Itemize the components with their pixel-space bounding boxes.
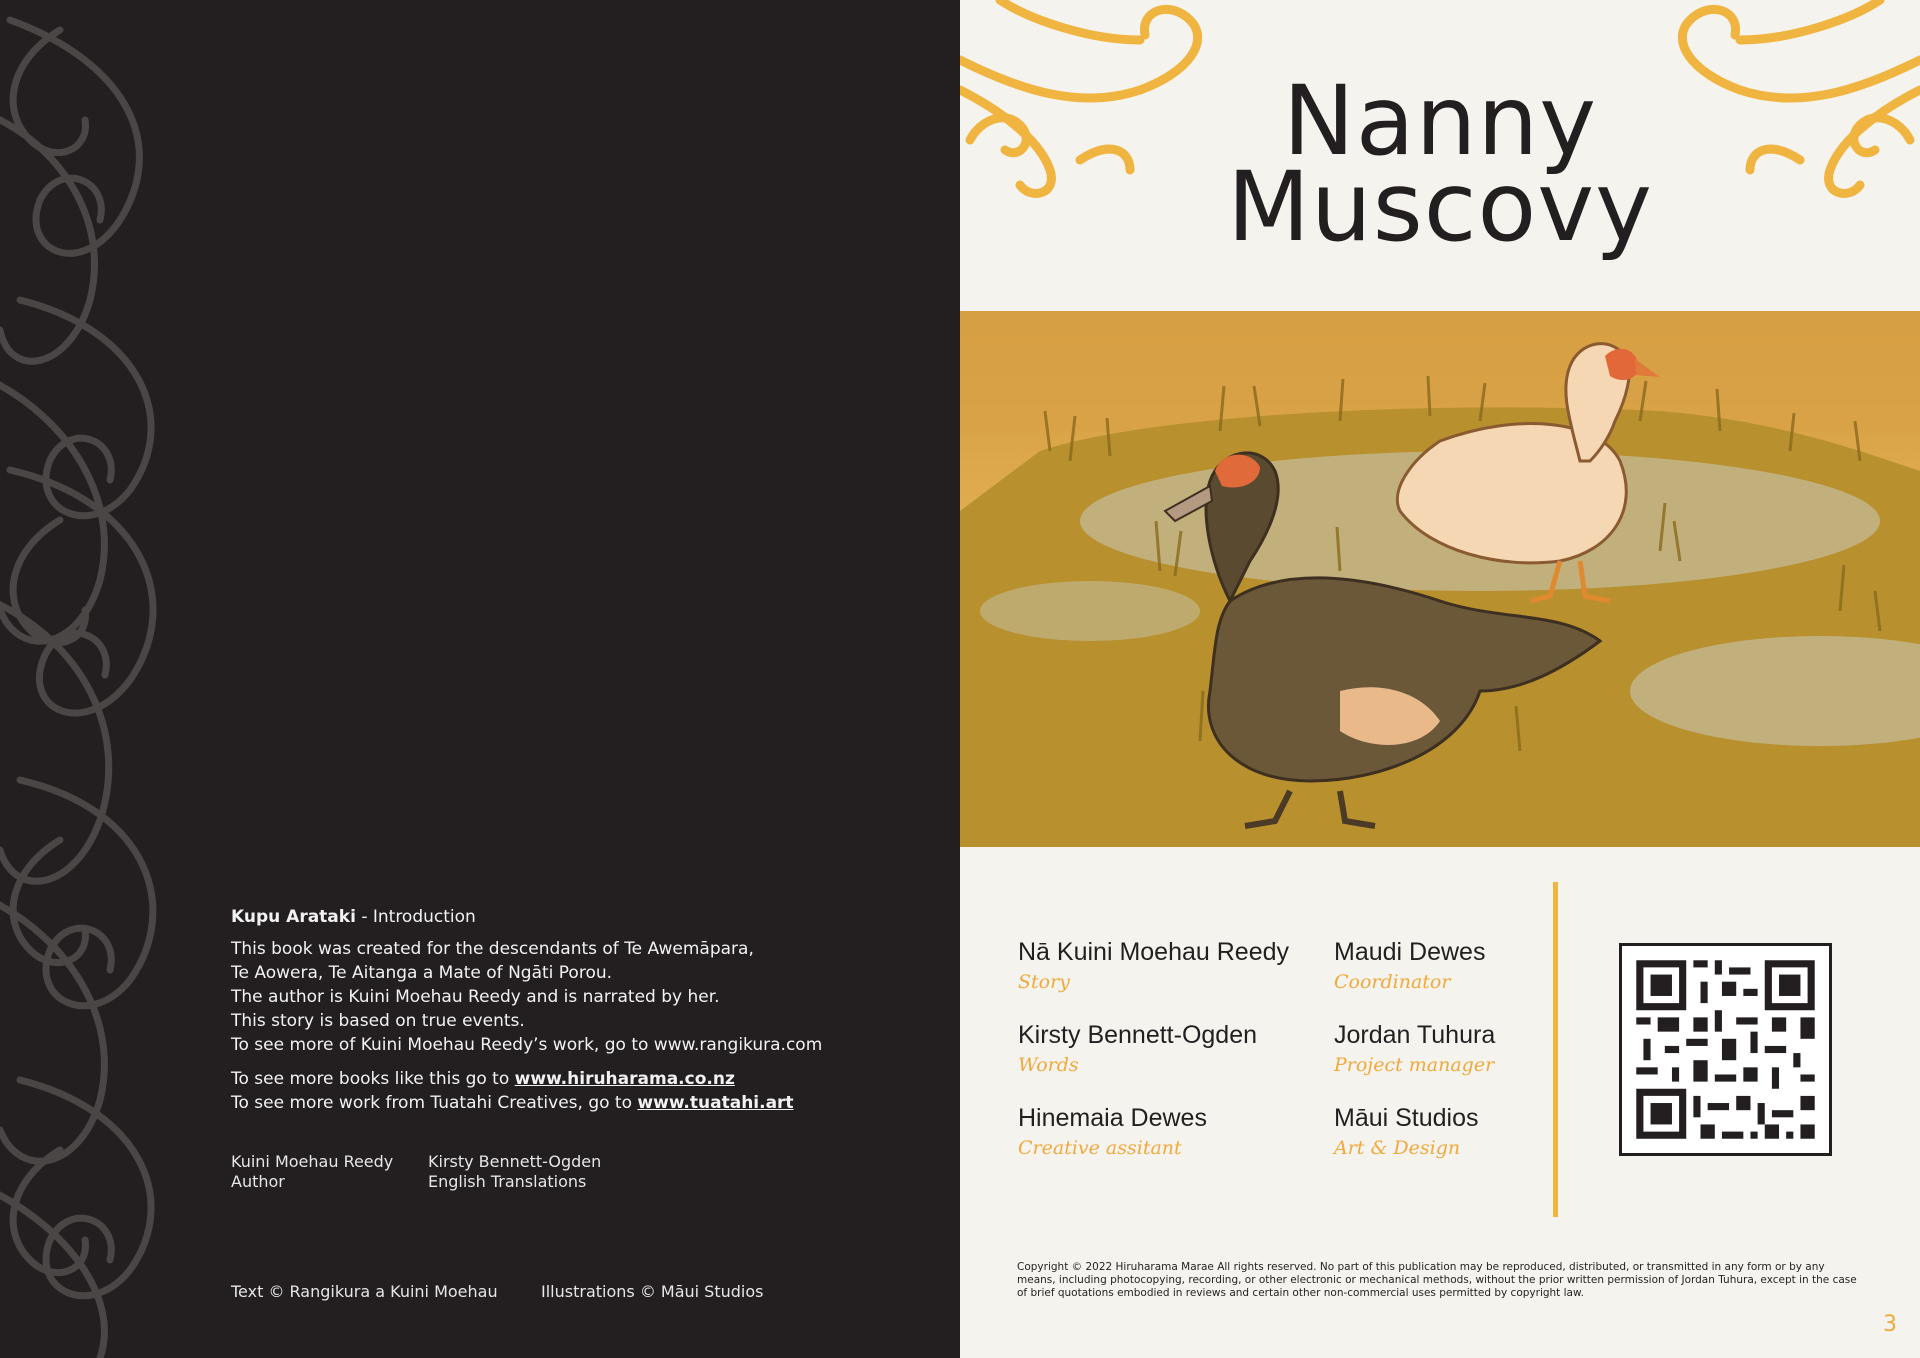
credit-role: Project manager	[1334, 1054, 1495, 1076]
tuatahi-link-line	[231, 1091, 871, 1115]
translator-name: Kirsty Bennett-Ogden	[428, 1152, 602, 1171]
qr-code-icon	[1622, 946, 1829, 1153]
author-signature	[231, 1152, 393, 1192]
intro-line: This book was created for the descendants of Te Awemāpara,	[231, 939, 754, 959]
vertical-divider	[1553, 882, 1558, 1217]
legal-copyright-notice: Copyright © 2022 Hiruharama Marae All rights reserved. No part of this publication may be reproduced, distributed, or transmitted in any form or by any means, including photocopying, recording, or other electronic or mechanical methods, without the prior written permission of Jordan Tuhura, except in the case of brief quotations embodied in reviews and certain other non-commercial uses permitted by copyright law.	[1017, 1261, 1857, 1299]
introduction-heading-maori: Kupu Arataki	[231, 907, 356, 927]
qr-code[interactable]	[1619, 943, 1832, 1156]
book-title-line-1: Nanny	[1282, 65, 1598, 177]
books-link-prefix: To see more books like this go to	[231, 1069, 515, 1089]
koru-pattern-decoration	[0, 0, 185, 1358]
credit-item	[1018, 1104, 1207, 1159]
credit-name: Hinemaia Dewes	[1018, 1104, 1207, 1132]
credit-name: Maudi Dewes	[1334, 938, 1486, 966]
introduction-heading	[231, 905, 871, 929]
credit-item	[1018, 1021, 1257, 1076]
credit-role: Art & Design	[1334, 1137, 1461, 1159]
tuatahi-link[interactable]: www.tuatahi.art	[637, 1093, 794, 1113]
introduction-heading-english: - Introduction	[355, 907, 476, 927]
tuatahi-link-prefix: To see more work from Tuatahi Creatives, go to	[231, 1093, 638, 1113]
credit-name: Nā Kuini Moehau Reedy	[1018, 938, 1289, 966]
intro-line: To see more of Kuini Moehau Reedy’s work, go to www.rangikura.com	[231, 1035, 823, 1055]
credit-role: Words	[1018, 1054, 1079, 1076]
author-role: Author	[231, 1172, 285, 1191]
credit-role: Story	[1018, 971, 1070, 993]
books-link-line	[231, 1067, 871, 1091]
page-number: 3	[1883, 1312, 1897, 1337]
credit-item	[1018, 938, 1289, 993]
credit-name: Kirsty Bennett-Ogden	[1018, 1021, 1258, 1049]
credit-item	[1334, 938, 1485, 993]
text-copyright: Text © Rangikura a Kuini Moehau	[231, 1282, 498, 1301]
book-title-line-2: Muscovy	[1227, 151, 1653, 263]
book-title	[1190, 65, 1690, 263]
credit-role: Creative assitant	[1018, 1137, 1182, 1159]
intro-line: The author is Kuini Moehau Reedy and is narrated by her.	[231, 987, 720, 1007]
credit-name: Jordan Tuhura	[1334, 1021, 1496, 1049]
credit-item	[1334, 1021, 1495, 1076]
credit-item	[1334, 1104, 1479, 1159]
hiruharama-link[interactable]: www.hiruharama.co.nz	[514, 1069, 735, 1089]
credit-name: Māui Studios	[1334, 1104, 1479, 1132]
intro-line: Te Aowera, Te Aitanga a Mate of Ngāti Porou.	[231, 963, 613, 983]
translator-role: English Translations	[428, 1172, 587, 1191]
introduction-block	[231, 905, 871, 1115]
author-name: Kuini Moehau Reedy	[231, 1152, 394, 1171]
muscovy-ducks-illustration	[960, 311, 1920, 847]
translator-signature	[428, 1152, 601, 1192]
illustration-copyright: Illustrations © Māui Studios	[541, 1282, 764, 1301]
intro-line: This story is based on true events.	[231, 1011, 525, 1031]
credit-role: Coordinator	[1334, 971, 1451, 993]
